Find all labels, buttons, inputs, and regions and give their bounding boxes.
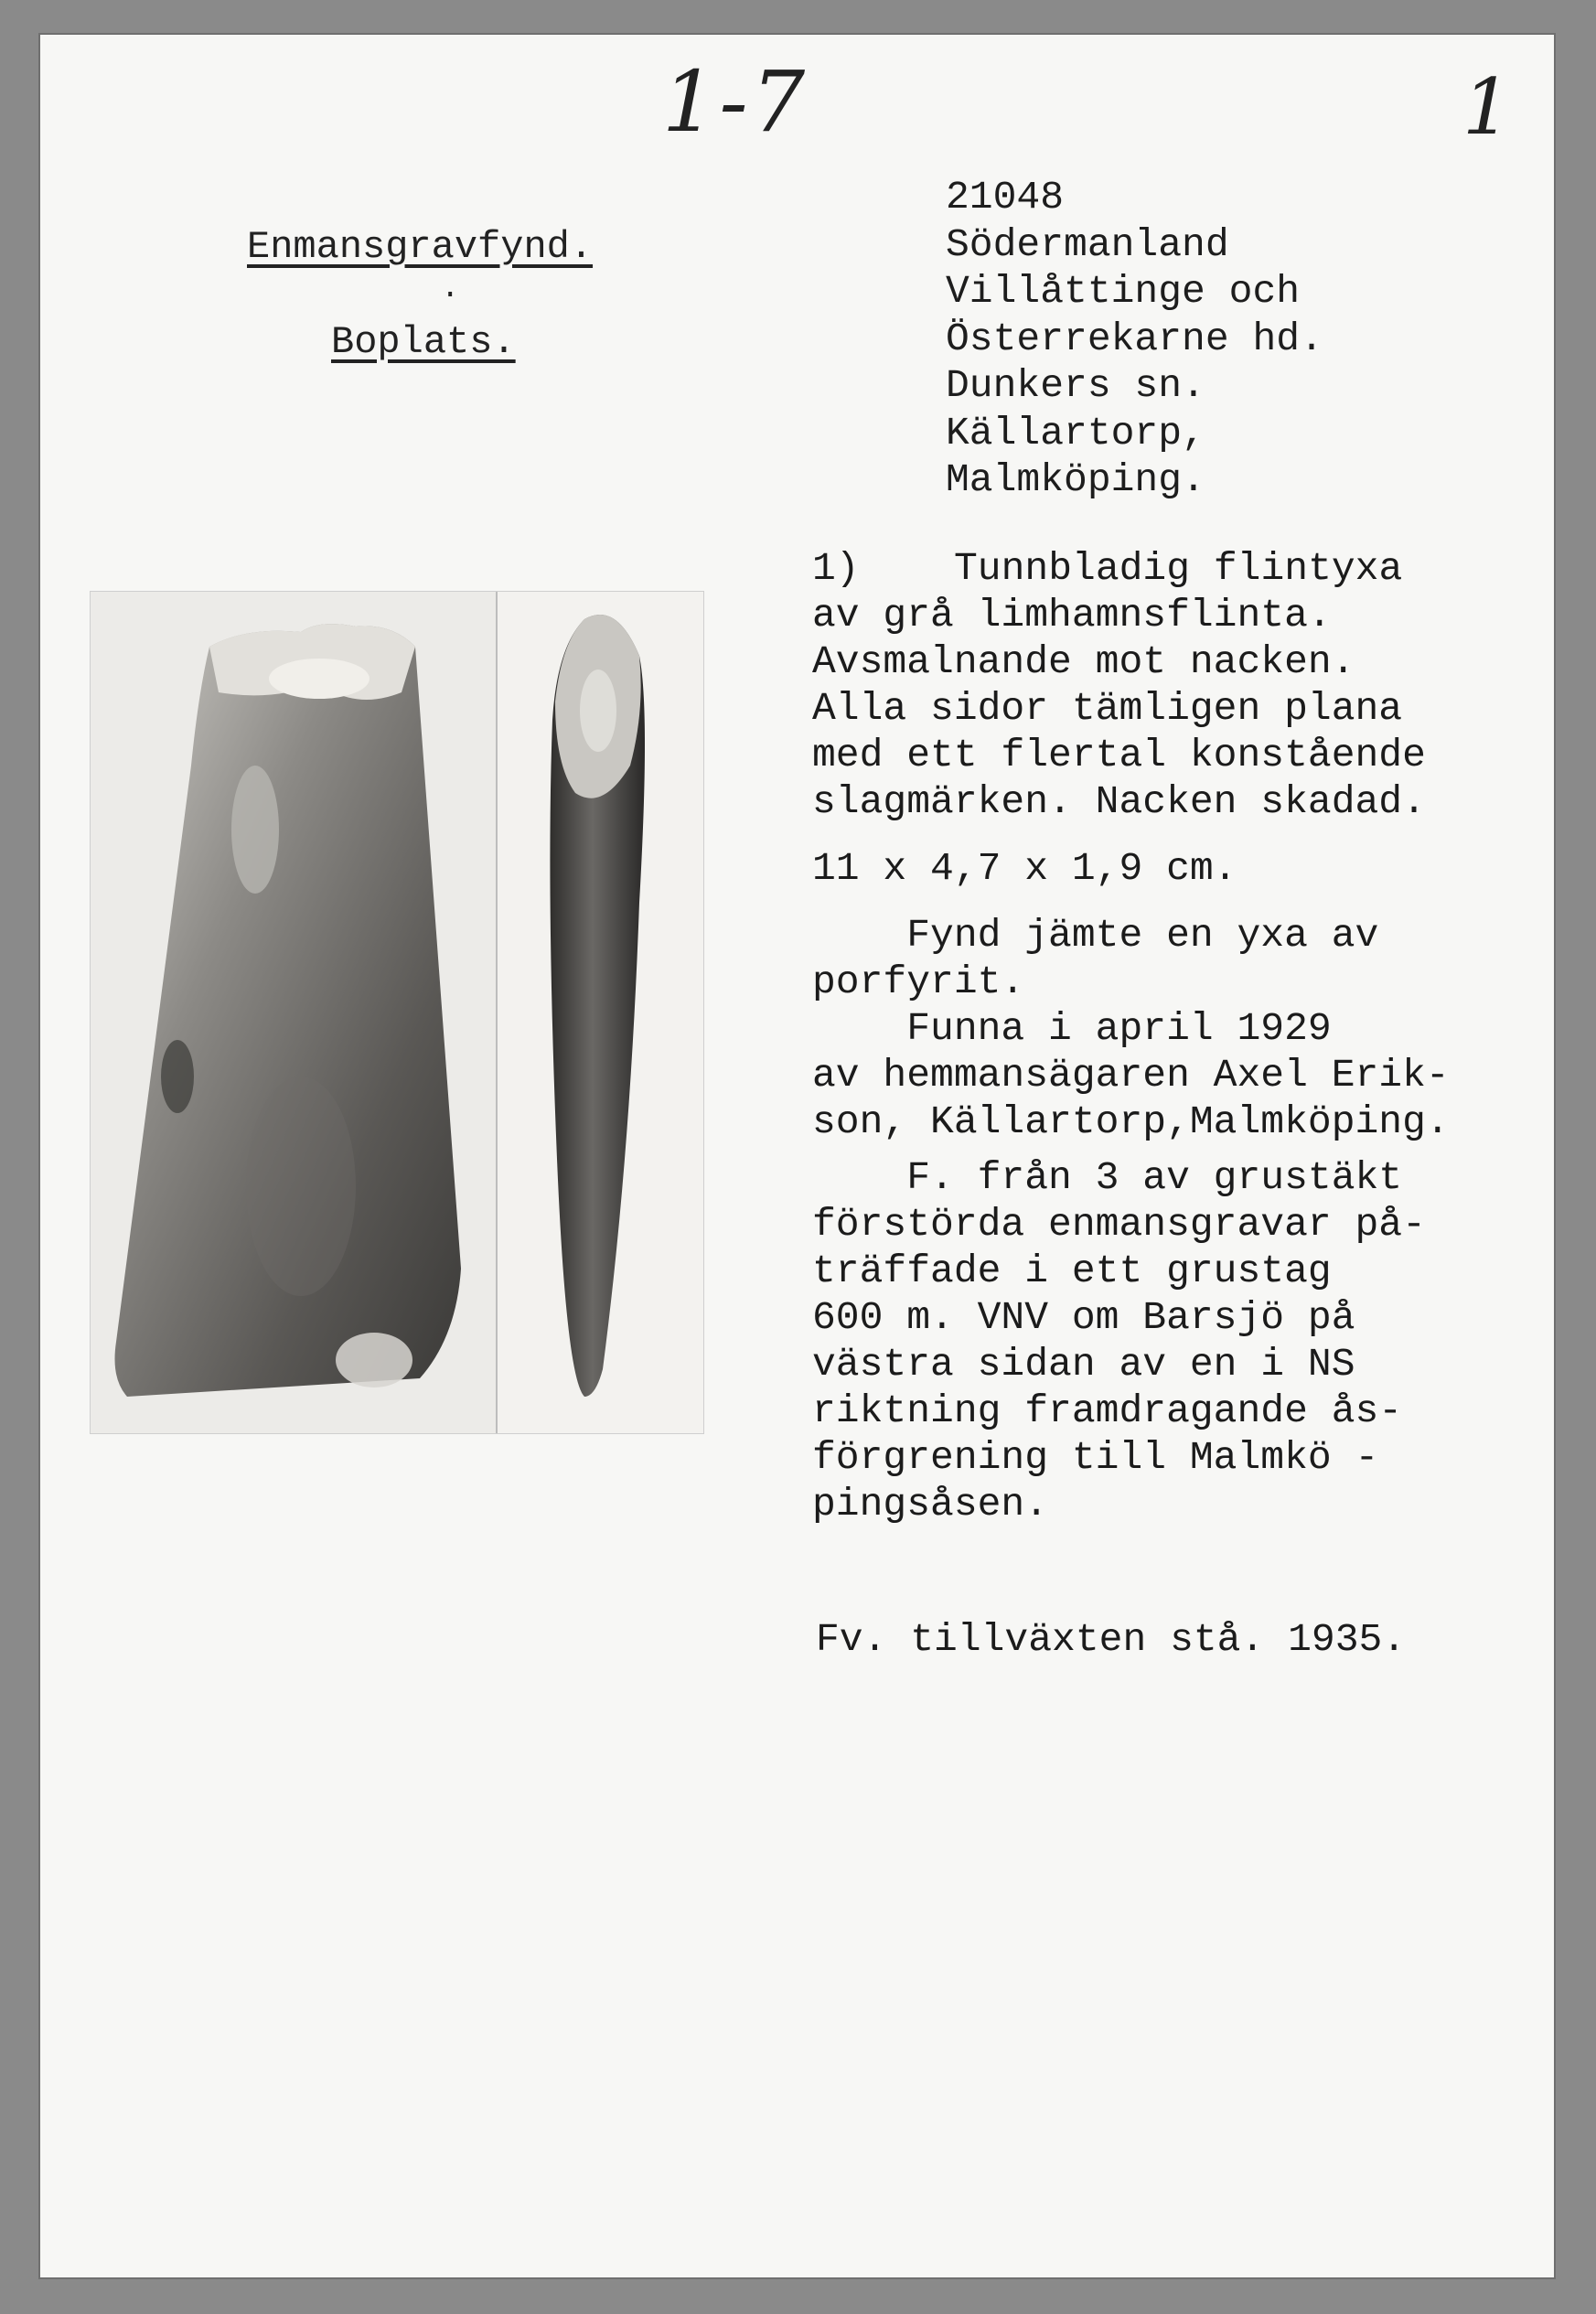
artifact-photo [90, 591, 704, 1434]
farm: Källartorp, [946, 410, 1205, 455]
site-type-heading: Boplats. [331, 320, 516, 364]
context-line-1: Fynd jämte en yxa av [812, 913, 1379, 958]
dimensions: 11 x 4,7 x 1,9 cm. [812, 846, 1237, 891]
handwritten-page-number: 1 [1462, 62, 1512, 152]
district-line-1: Villåttinge och [946, 269, 1301, 314]
site-line-3: träffade i ett grustag [812, 1248, 1332, 1293]
context-line-5: son, Källartorp,Malmköping. [812, 1099, 1450, 1144]
accession-note: Fv. tillväxten stå. 1935. [816, 1617, 1407, 1662]
site-line-2: förstörda enmansgravar på- [812, 1202, 1426, 1247]
site-line-1: F. från 3 av grustäkt [812, 1155, 1403, 1200]
entry-number: 1) [812, 546, 860, 591]
location-block [946, 174, 1323, 504]
site-line-8: pingsåsen. [812, 1482, 1049, 1527]
description-line-6: slagmärken. Nacken skadad. [812, 779, 1426, 824]
separator-dot: · [441, 278, 460, 313]
site-line-4: 600 m. VNV om Barsjö på [812, 1295, 1355, 1340]
find-type-heading: Enmansgravfynd. [247, 225, 594, 269]
description-line-1: Tunnbladig flintyxa [954, 546, 1403, 591]
parish: Dunkers sn. [946, 363, 1205, 408]
site-line-7: förgrening till Malmkö - [812, 1435, 1379, 1480]
handwritten-number: 1-7 [662, 53, 809, 151]
description-line-5: med ett flertal konstående [812, 733, 1426, 777]
description-line-2: av grå limhamnsflinta. [812, 593, 1332, 637]
context-line-4: av hemmansägaren Axel Erik- [812, 1053, 1450, 1098]
description-line-4: Alla sidor tämligen plana [812, 686, 1403, 731]
flint-axe-front-view-icon [115, 624, 462, 1397]
catalog-number: 21048 [946, 175, 1065, 220]
catalog-card [40, 35, 1554, 2277]
artifact-entry [812, 545, 1544, 1527]
site-line-5: västra sidan av en i NS [812, 1342, 1355, 1387]
town: Malmköping. [946, 457, 1205, 502]
site-line-6: riktning framdragande ås- [812, 1388, 1403, 1433]
district-line-2: Österrekarne hd. [946, 316, 1323, 361]
context-line-3: Funna i april 1929 [812, 1006, 1332, 1051]
province: Södermanland [946, 221, 1229, 267]
context-line-2: porfyrit. [812, 959, 1025, 1004]
description-line-3: Avsmalnande mot nacken. [812, 639, 1355, 684]
